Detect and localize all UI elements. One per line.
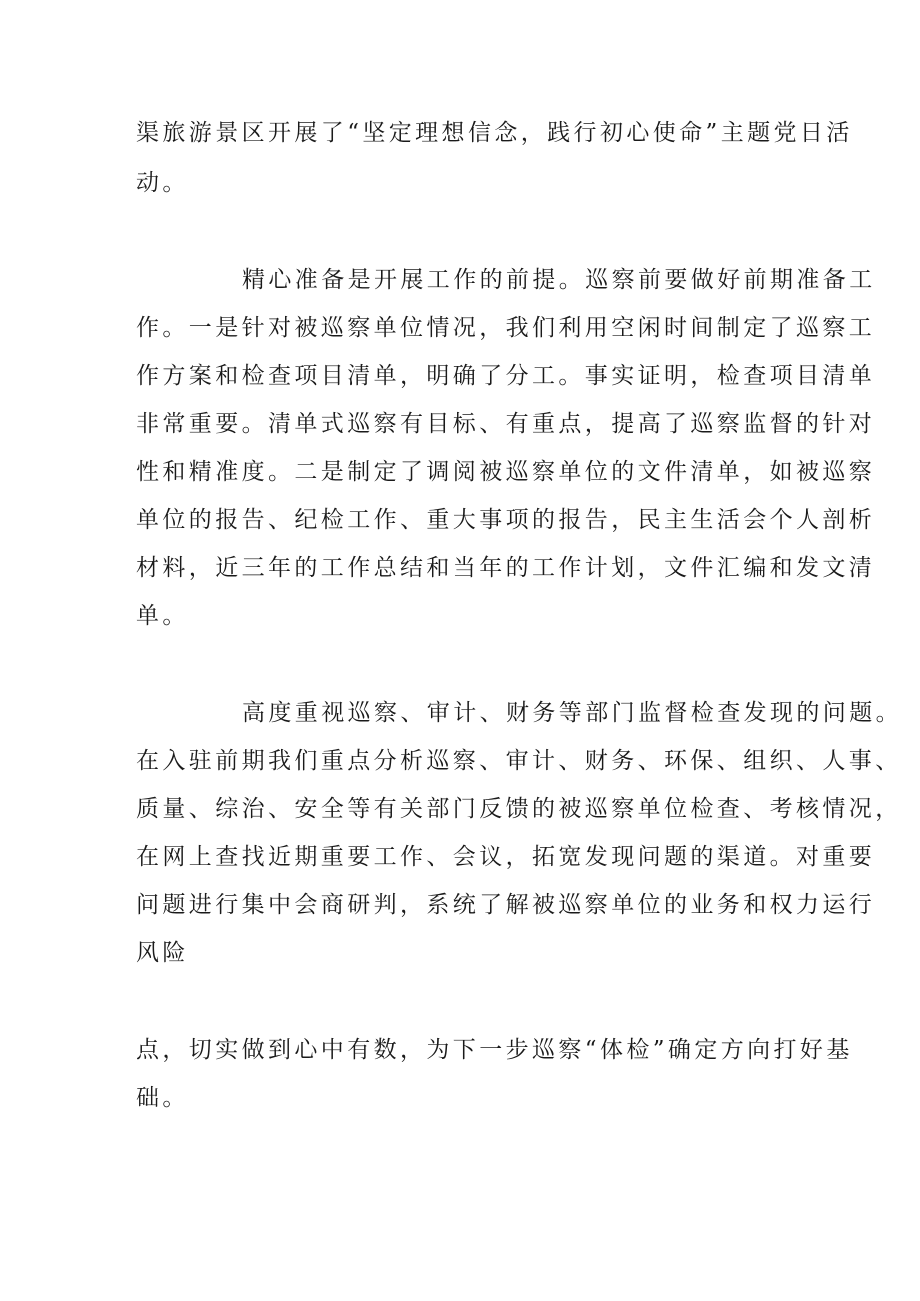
text-line: 非常重要。清单式巡察有目标、有重点，提高了巡察监督的针对: [136, 411, 876, 437]
text-line: 性和精准度。二是制定了调阅被巡察单位的文件清单，如被巡察: [136, 459, 876, 485]
text-line: 在网上查找近期重要工作、会议，拓宽发现问题的渠道。对重要: [136, 844, 876, 870]
text-line: 渠旅游景区开展了“坚定理想信念，践行初心使命”主题党日活: [136, 120, 853, 146]
text-line: 质量、综治、安全等有关部门反馈的被巡察单位检查、考核情况，: [136, 796, 902, 822]
text-line: 在入驻前期我们重点分析巡察、审计、财务、环保、组织、人事、: [136, 748, 902, 774]
text-line: 单位的报告、纪检工作、重大事项的报告，民主生活会个人剖析: [136, 507, 876, 533]
text-line: 础。: [136, 1085, 189, 1111]
text-line: 作。一是针对被巡察单位情况，我们利用空闲时间制定了巡察工: [136, 315, 876, 341]
text-line: 问题进行集中会商研判，系统了解被巡察单位的业务和权力运行: [136, 892, 876, 918]
text-line: 风险: [136, 940, 189, 966]
paragraph-first-line: 精心准备是开展工作的前提。巡察前要做好前期准备工: [242, 267, 876, 293]
text-line: 点，切实做到心中有数，为下一步巡察“体检”确定方向打好基: [136, 1037, 853, 1063]
text-line: 作方案和检查项目清单，明确了分工。事实证明，检查项目清单: [136, 363, 876, 389]
paragraph-first-line: 高度重视巡察、审计、财务等部门监督检查发现的问题。: [242, 700, 902, 726]
text-line: 单。: [136, 603, 189, 629]
text-line: 材料，近三年的工作总结和当年的工作计划，文件汇编和发文清: [136, 555, 876, 581]
text-line: 动。: [136, 170, 189, 196]
